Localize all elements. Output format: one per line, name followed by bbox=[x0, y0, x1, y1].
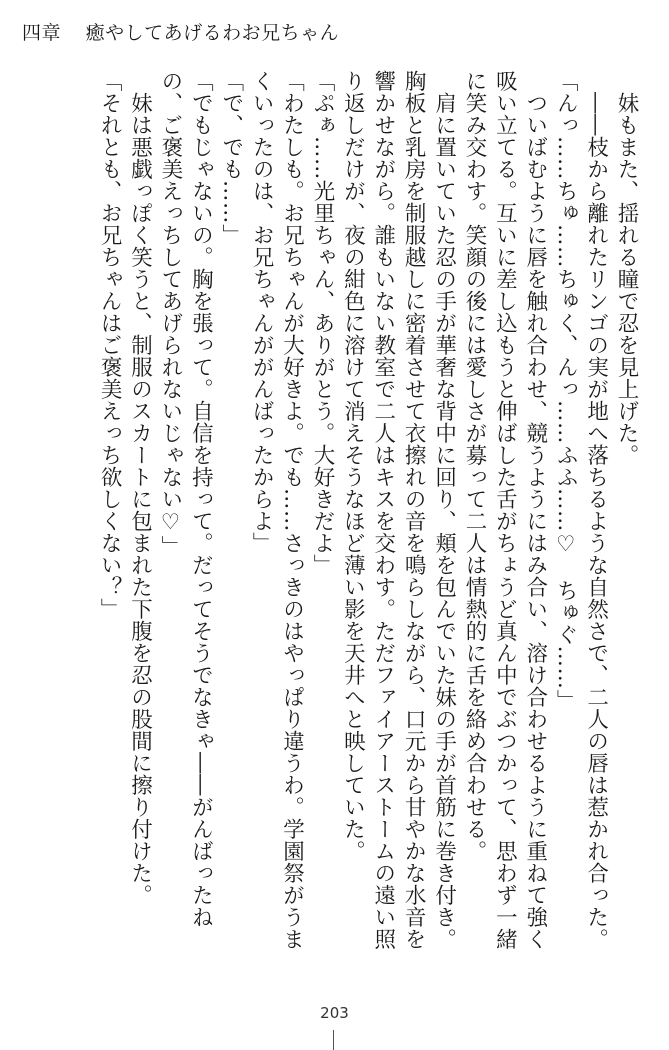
chapter-title: 癒やしてあげるわお兄ちゃん bbox=[85, 22, 340, 44]
text-line: ――枝から離れたリンゴの実が地へ落ちるような自然さで、二人の唇は惹かれ合った。 bbox=[583, 70, 609, 950]
text-line: の、ご褒美えっちしてあげられないじゃない♡」 bbox=[157, 70, 183, 558]
page-number: 203 bbox=[320, 1004, 349, 1022]
text-line: 妹は悪戯っぽく笑うと、制服のスカートに包まれた下腹を忍の股間に擦り付けた。 bbox=[127, 70, 153, 906]
vertical-body-text bbox=[21, 70, 641, 970]
text-line: 「ぷぁ……光里ちゃん、ありがとう。大好きだよ」 bbox=[309, 70, 335, 576]
text-line: 「それとも、お兄ちゃんはご褒美えっち欲しくない？」 bbox=[97, 70, 123, 620]
running-header bbox=[22, 18, 339, 45]
page-edge-tick bbox=[333, 1030, 334, 1050]
text-line: 「でもじゃないの。胸を張って。自信を持って。だってそうでなきゃ――がんばったね bbox=[188, 70, 214, 928]
text-line: 吸い立てる。互いに差し込もうと伸ばした舌がちょうど真ん中でぶつかって、思わず一緒 bbox=[492, 70, 518, 950]
text-line: り返しだけが、夜の紺色に溶けて消えそうなほど薄い影を天井へと映していた。 bbox=[340, 70, 366, 862]
text-line: に笑み交わす。笑顔の後には愛しさが募って二人は情熱的に舌を絡め合わせる。 bbox=[461, 70, 487, 862]
text-line: 「で、でも……」 bbox=[218, 70, 244, 246]
text-line: ついばむように唇を触れ合わせ、競うようにはみ合い、溶け合わせるように重ねて強く bbox=[522, 70, 548, 950]
text-line: 妹もまた、揺れる瞳で忍を見上げた。 bbox=[614, 70, 639, 466]
text-line: 響かせながら。誰もいない教室で二人はキスを交わす。ただファイアーストームの遠い照 bbox=[370, 70, 396, 950]
chapter-label: 四章 bbox=[22, 22, 62, 44]
text-line: 胸板と乳房を制服越しに密着させて衣擦れの音を鳴らしながら、口元から甘やかな水音を bbox=[401, 70, 427, 950]
text-line: 肩に置いていた忍の手が華奢な背中に回り、頬を包んでいた妹の手が首筋に巻き付き。 bbox=[431, 70, 457, 950]
text-line: 「んっ……ちゅ……ちゅく、んっ……ふふ……♡ ちゅぐ……」 bbox=[553, 70, 579, 712]
text-line: くいったのは、お兄ちゃんががんばったからよ」 bbox=[249, 70, 275, 554]
text-line: 「わたしも。お兄ちゃんが大好きよ。でも……さっきのはやっぱり違うわ。学園祭がうま bbox=[279, 70, 305, 950]
